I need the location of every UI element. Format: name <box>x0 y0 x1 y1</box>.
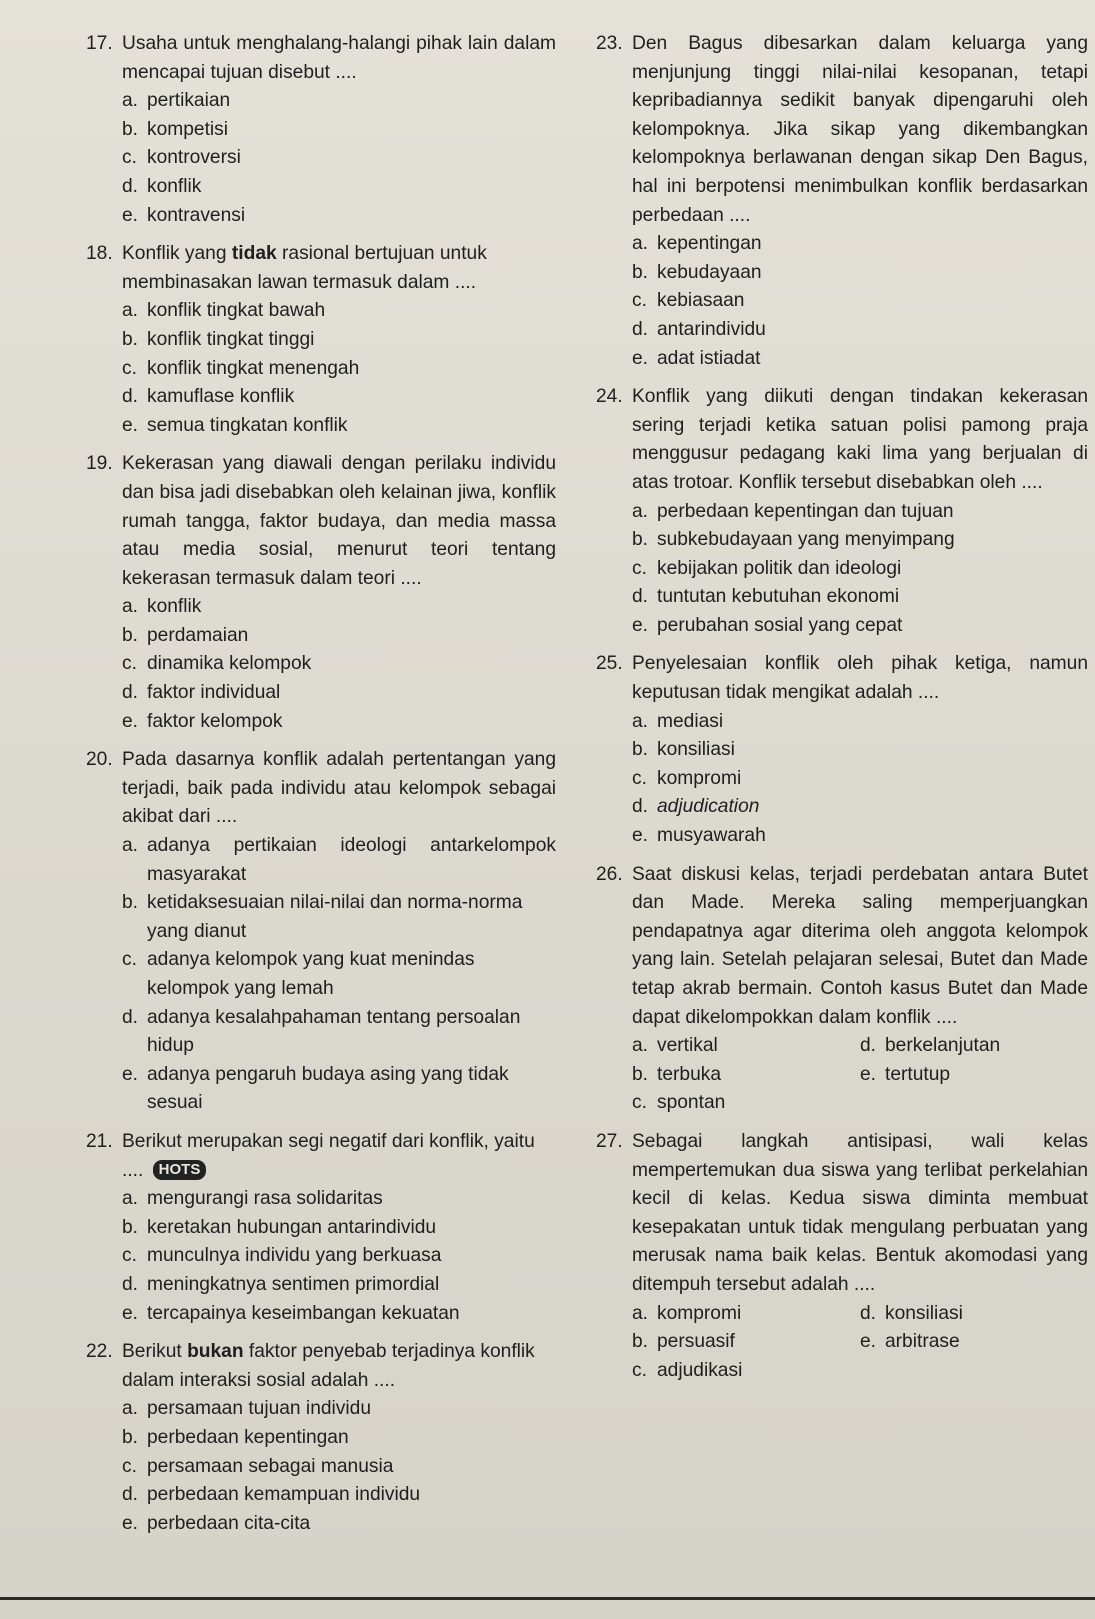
option: e. perbedaan cita-cita <box>122 1512 311 1534</box>
option: d. adjudication <box>632 796 760 818</box>
option: d. berkelanjutan <box>860 1035 1001 1057</box>
question-stem: Den Bagus dibesarkan dalam keluarga yang menjunjung tinggi nilai-nilai kesopanan, tetapi kepribadiannya sedikit banyak dipengaruhi oleh kelompoknya. Jika sikap yang dikembangkan kelompoknya berlawanan dengan sikap Den Bagus, hal ini berpotensi menimbulkan konflik berdasarkan perbedaan .... <box>632 33 1088 226</box>
question-stem: Konflik yang tidak rasional bertujuan untuk membinasakan lawan termasuk dalam .... <box>122 243 487 293</box>
option: c. kebijakan politik dan ideologi <box>632 557 902 579</box>
question-stem: Konflik yang diikuti dengan tindakan kekerasan sering terjadi ketika satuan polisi pamong praja menggusur pedagang kaki lima yang berjualan di atas trotoar. Konflik tersebut disebabkan oleh .... <box>632 386 1088 493</box>
option: d. perbedaan kemampuan individu <box>122 1484 421 1506</box>
option: a. vertikal <box>632 1035 718 1057</box>
option: d. adanya kesalahpahaman tentang persoalan hidup <box>122 1006 521 1057</box>
question-number: 20. <box>86 749 113 771</box>
page-bottom-rule <box>0 1597 1095 1600</box>
option: c. konflik tingkat menengah <box>122 357 360 379</box>
question-stem: Berikut merupakan segi negatif dari konflik, yaitu .... HOTS <box>122 1130 535 1181</box>
option-grid <box>632 1032 1088 1118</box>
question-number: 27. <box>596 1130 623 1152</box>
right-column <box>596 30 1088 1385</box>
question-24 <box>596 383 1088 640</box>
question-18 <box>86 240 556 440</box>
question-number: 19. <box>86 453 113 475</box>
option: c. adjudikasi <box>632 1359 743 1381</box>
question-22 <box>86 1338 556 1538</box>
option: e. arbitrase <box>860 1331 960 1353</box>
question-stem: Sebagai langkah antisipasi, wali kelas mempertemukan dua siswa yang terlibat perkelahian kecil di kelas. Kedua siswa diminta membuat kesepakatan untuk tidak mengulang perbuatan yang merusak nama baik kelas. Bentuk akomodasi yang ditempuh tersebut adalah .... <box>632 1130 1088 1295</box>
option: d. konflik <box>122 175 202 197</box>
question-number: 21. <box>86 1130 113 1152</box>
option: e. faktor kelompok <box>122 710 283 732</box>
option: a. persamaan tujuan individu <box>122 1398 372 1420</box>
option-grid <box>632 1300 1088 1386</box>
option: a. mediasi <box>632 710 724 732</box>
option: a. perbedaan kepentingan dan tujuan <box>632 500 954 522</box>
question-number: 23. <box>596 33 623 54</box>
question-stem: Kekerasan yang diawali dengan perilaku individu dan bisa jadi disebabkan oleh kelainan jiwa, konflik rumah tangga, faktor budaya, dan media massa atau media sosial, menurut teori tentang kekerasan termasuk dalam teori .... <box>122 453 556 589</box>
option: a. konflik <box>122 596 202 618</box>
option: b. konsiliasi <box>632 739 735 761</box>
option: c. adanya kelompok yang kuat menindas kelompok yang lemah <box>122 949 475 999</box>
option: c. munculnya individu yang berkuasa <box>122 1245 442 1267</box>
option: d. meningkatnya sentimen primordial <box>122 1273 440 1295</box>
option: c. kompromi <box>632 767 742 789</box>
option: e. perubahan sosial yang cepat <box>632 614 903 636</box>
question-stem: Saat diskusi kelas, terjadi perdebatan antara Butet dan Made. Mereka saling memperjuangkan pendapatnya agar diterima oleh anggota kelompok yang lain. Setelah pelajaran selesai, Butet dan Made tetap akrab bermain. Contoh kasus Butet dan Made dapat dikelompokkan dalam konflik .... <box>632 863 1088 1028</box>
option: b. perdamaian <box>122 624 249 646</box>
option: b. keretakan hubungan antarindividu <box>122 1216 437 1238</box>
question-19 <box>86 450 556 736</box>
option: c. kebiasaan <box>632 290 745 312</box>
option: a. adanya pertikaian ideologi antarkelompok masyarakat <box>122 835 556 885</box>
question-25 <box>596 650 1088 850</box>
left-column <box>86 30 556 1538</box>
option: c. spontan <box>632 1092 726 1114</box>
option: e. tercapainya keseimbangan kekuatan <box>122 1302 460 1324</box>
option: e. tertutup <box>860 1063 951 1085</box>
option: a. kepentingan <box>632 233 762 255</box>
question-21 <box>86 1128 556 1328</box>
hots-badge: HOTS <box>153 1160 207 1180</box>
question-17 <box>86 30 556 230</box>
option: b. kompetisi <box>122 118 229 140</box>
option: b. ketidaksesuaian nilai-nilai dan norma-norma yang dianut <box>122 892 523 942</box>
option: e. musyawarah <box>632 825 766 847</box>
question-27 <box>596 1128 1088 1385</box>
option: a. konflik tingkat bawah <box>122 300 326 322</box>
option: d. antarindividu <box>632 318 766 340</box>
option: b. subkebudayaan yang menyimpang <box>632 529 955 551</box>
emphasis-word: bukan <box>187 1341 244 1363</box>
option: c. dinamika kelompok <box>122 653 312 675</box>
option: d. konsiliasi <box>860 1302 963 1324</box>
question-stem: Usaha untuk menghalang-halangi pihak lain dalam mencapai tujuan disebut .... <box>122 33 556 83</box>
question-stem: Pada dasarnya konflik adalah pertentangan yang terjadi, baik pada individu atau kelompok sebagai akibat dari .... <box>122 749 556 828</box>
option: e. adanya pengaruh budaya asing yang tidak sesuai <box>122 1063 509 1114</box>
option: e. kontravensi <box>122 204 246 226</box>
question-23 <box>596 30 1088 373</box>
option: b. persuasif <box>632 1331 735 1353</box>
question-number: 22. <box>86 1341 113 1363</box>
question-number: 17. <box>86 33 113 54</box>
question-20 <box>86 746 556 1118</box>
option: a. pertikaian <box>122 90 231 112</box>
option: b. kebudayaan <box>632 261 762 283</box>
question-number: 18. <box>86 243 113 265</box>
question-stem: Penyelesaian konflik oleh pihak ketiga, namun keputusan tidak mengikat adalah .... <box>632 653 1088 704</box>
option: d. tuntutan kebutuhan ekonomi <box>632 586 900 608</box>
option: d. faktor individual <box>122 682 281 704</box>
emphasis-word: tidak <box>231 243 277 265</box>
option: b. perbedaan kepentingan <box>122 1426 349 1448</box>
option: c. persamaan sebagai manusia <box>122 1455 394 1477</box>
option: a. kompromi <box>632 1302 742 1324</box>
question-26 <box>596 861 1088 1118</box>
option: e. semua tingkatan konflik <box>122 414 348 436</box>
option: a. mengurangi rasa solidaritas <box>122 1188 383 1210</box>
option: b. konflik tingkat tinggi <box>122 328 315 350</box>
option: c. kontroversi <box>122 147 241 169</box>
option: d. kamuflase konflik <box>122 386 295 408</box>
question-number: 26. <box>596 863 623 885</box>
question-number: 25. <box>596 653 623 675</box>
question-number: 24. <box>596 386 623 408</box>
option: e. adat istiadat <box>632 347 761 369</box>
question-stem: Berikut bukan faktor penyebab terjadinya konflik dalam interaksi sosial adalah .... <box>122 1341 535 1391</box>
option: b. terbuka <box>632 1063 721 1085</box>
